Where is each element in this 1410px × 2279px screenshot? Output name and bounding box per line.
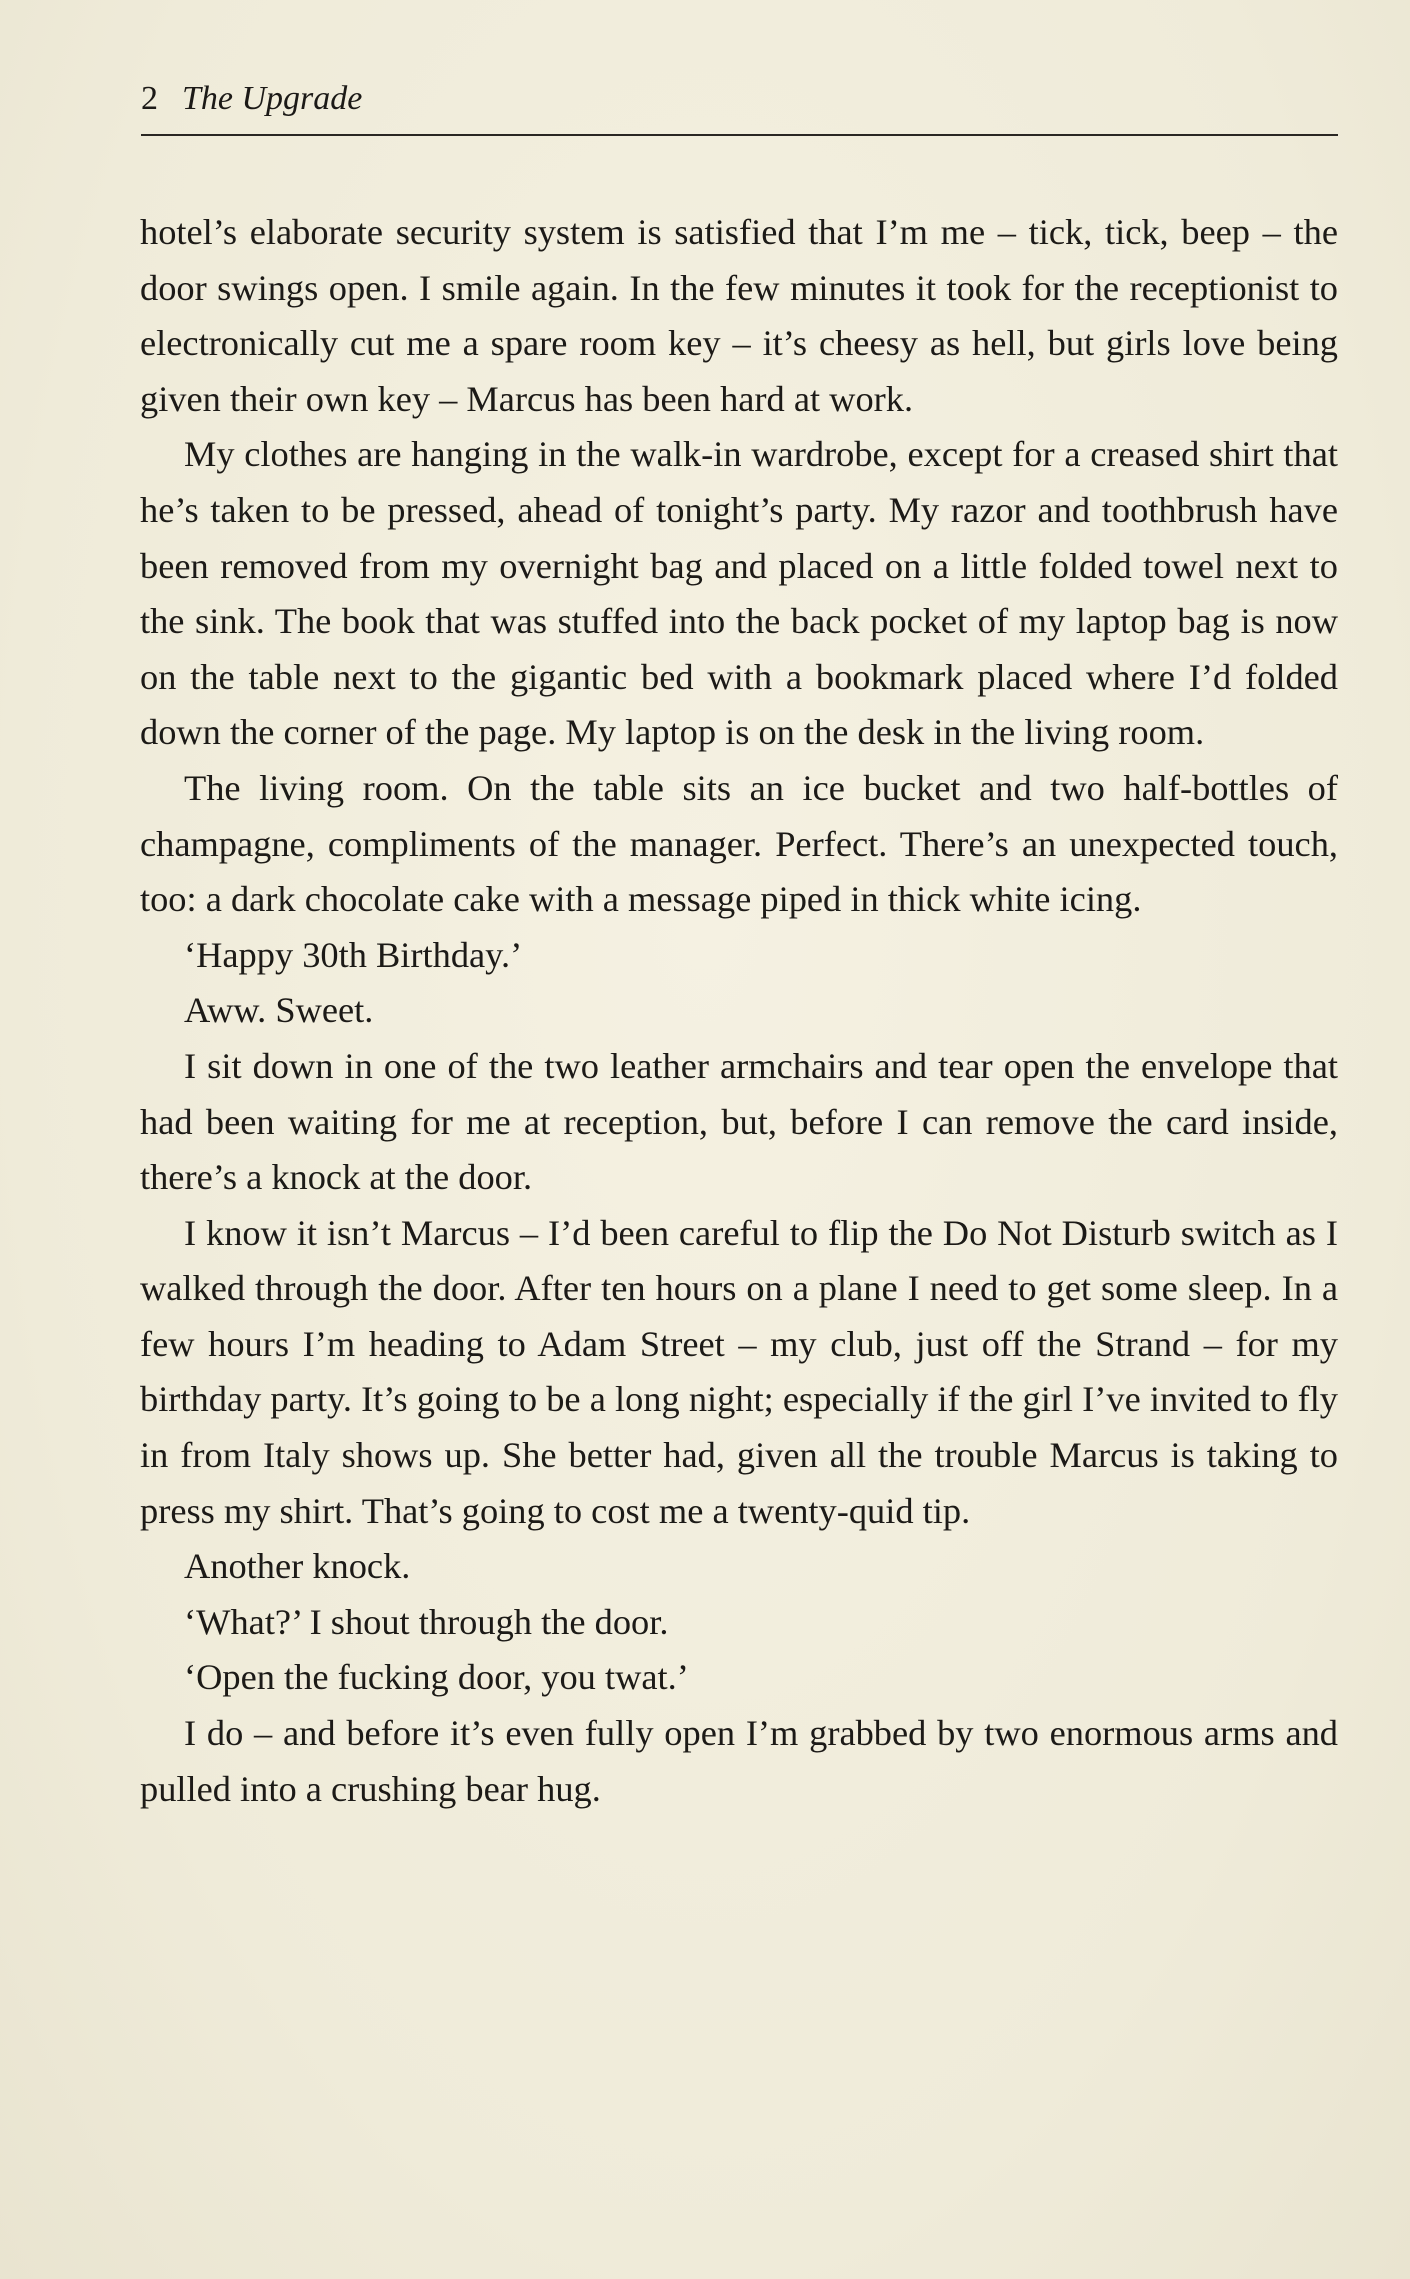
paragraph: ‘Happy 30th Birthday.’ xyxy=(184,934,523,975)
paragraph: ‘What?’ I shout through the door. xyxy=(184,1601,669,1642)
paragraph: Another knock. xyxy=(184,1546,411,1587)
page-number: 2 xyxy=(141,80,158,117)
paragraph: I sit down in one of the two leather armchairs and tear open the envelope that had been waiting for me at reception, but, before I can remove the card inside, there’s a knock at the door. xyxy=(140,1045,1338,1198)
paragraph: hotel’s elaborate security system is satisfied that I’m me – tick, tick, beep – the door swings open. I smile again. In the few minutes it took for the receptionist to electronically cut me a spare room key – it’s cheesy as hell, but girls love being given their own key – Marcus has been hard at work. xyxy=(140,212,1338,419)
paragraph: The living room. On the table sits an ice bucket and two half-bottles of champagne, compliments of the manager. Perfect. There’s an unexpected touch, too: a dark chocolate cake with a message piped in thick white icing. xyxy=(140,767,1338,920)
book-title: The Upgrade xyxy=(182,80,363,117)
paragraph: I know it isn’t Marcus – I’d been careful to flip the Do Not Disturb switch as I walked through the door. After ten hours on a plane I need to get some sleep. In a few hours I’m heading to Adam Street – my club, just off the Strand – for my birthday party. It’s going to be a long night; especially if the girl I’ve invited to fly in from Italy shows up. She better had, given all the trouble Marcus is taking to press my shirt. That’s going to cost me a twenty-quid tip. xyxy=(140,1212,1338,1531)
body-text xyxy=(140,205,1338,1817)
paragraph: Aww. Sweet. xyxy=(184,990,374,1031)
paragraph: My clothes are hanging in the walk-in wardrobe, except for a creased shirt that he’s taken to be pressed, ahead of tonight’s party. My razor and toothbrush have been removed from my overnight bag and placed on a little folded towel next to the sink. The book that was stuffed into the back pocket of my laptop bag is now on the table next to the gigantic bed with a bookmark placed where I’d folded down the corner of the page. My laptop is on the desk in the living room. xyxy=(140,434,1338,753)
paragraph: ‘Open the fucking door, you twat.’ xyxy=(184,1657,689,1698)
running-head xyxy=(141,76,1338,136)
paragraph: I do – and before it’s even fully open I’m grabbed by two enormous arms and pulled into a crushing bear hug. xyxy=(140,1713,1338,1809)
